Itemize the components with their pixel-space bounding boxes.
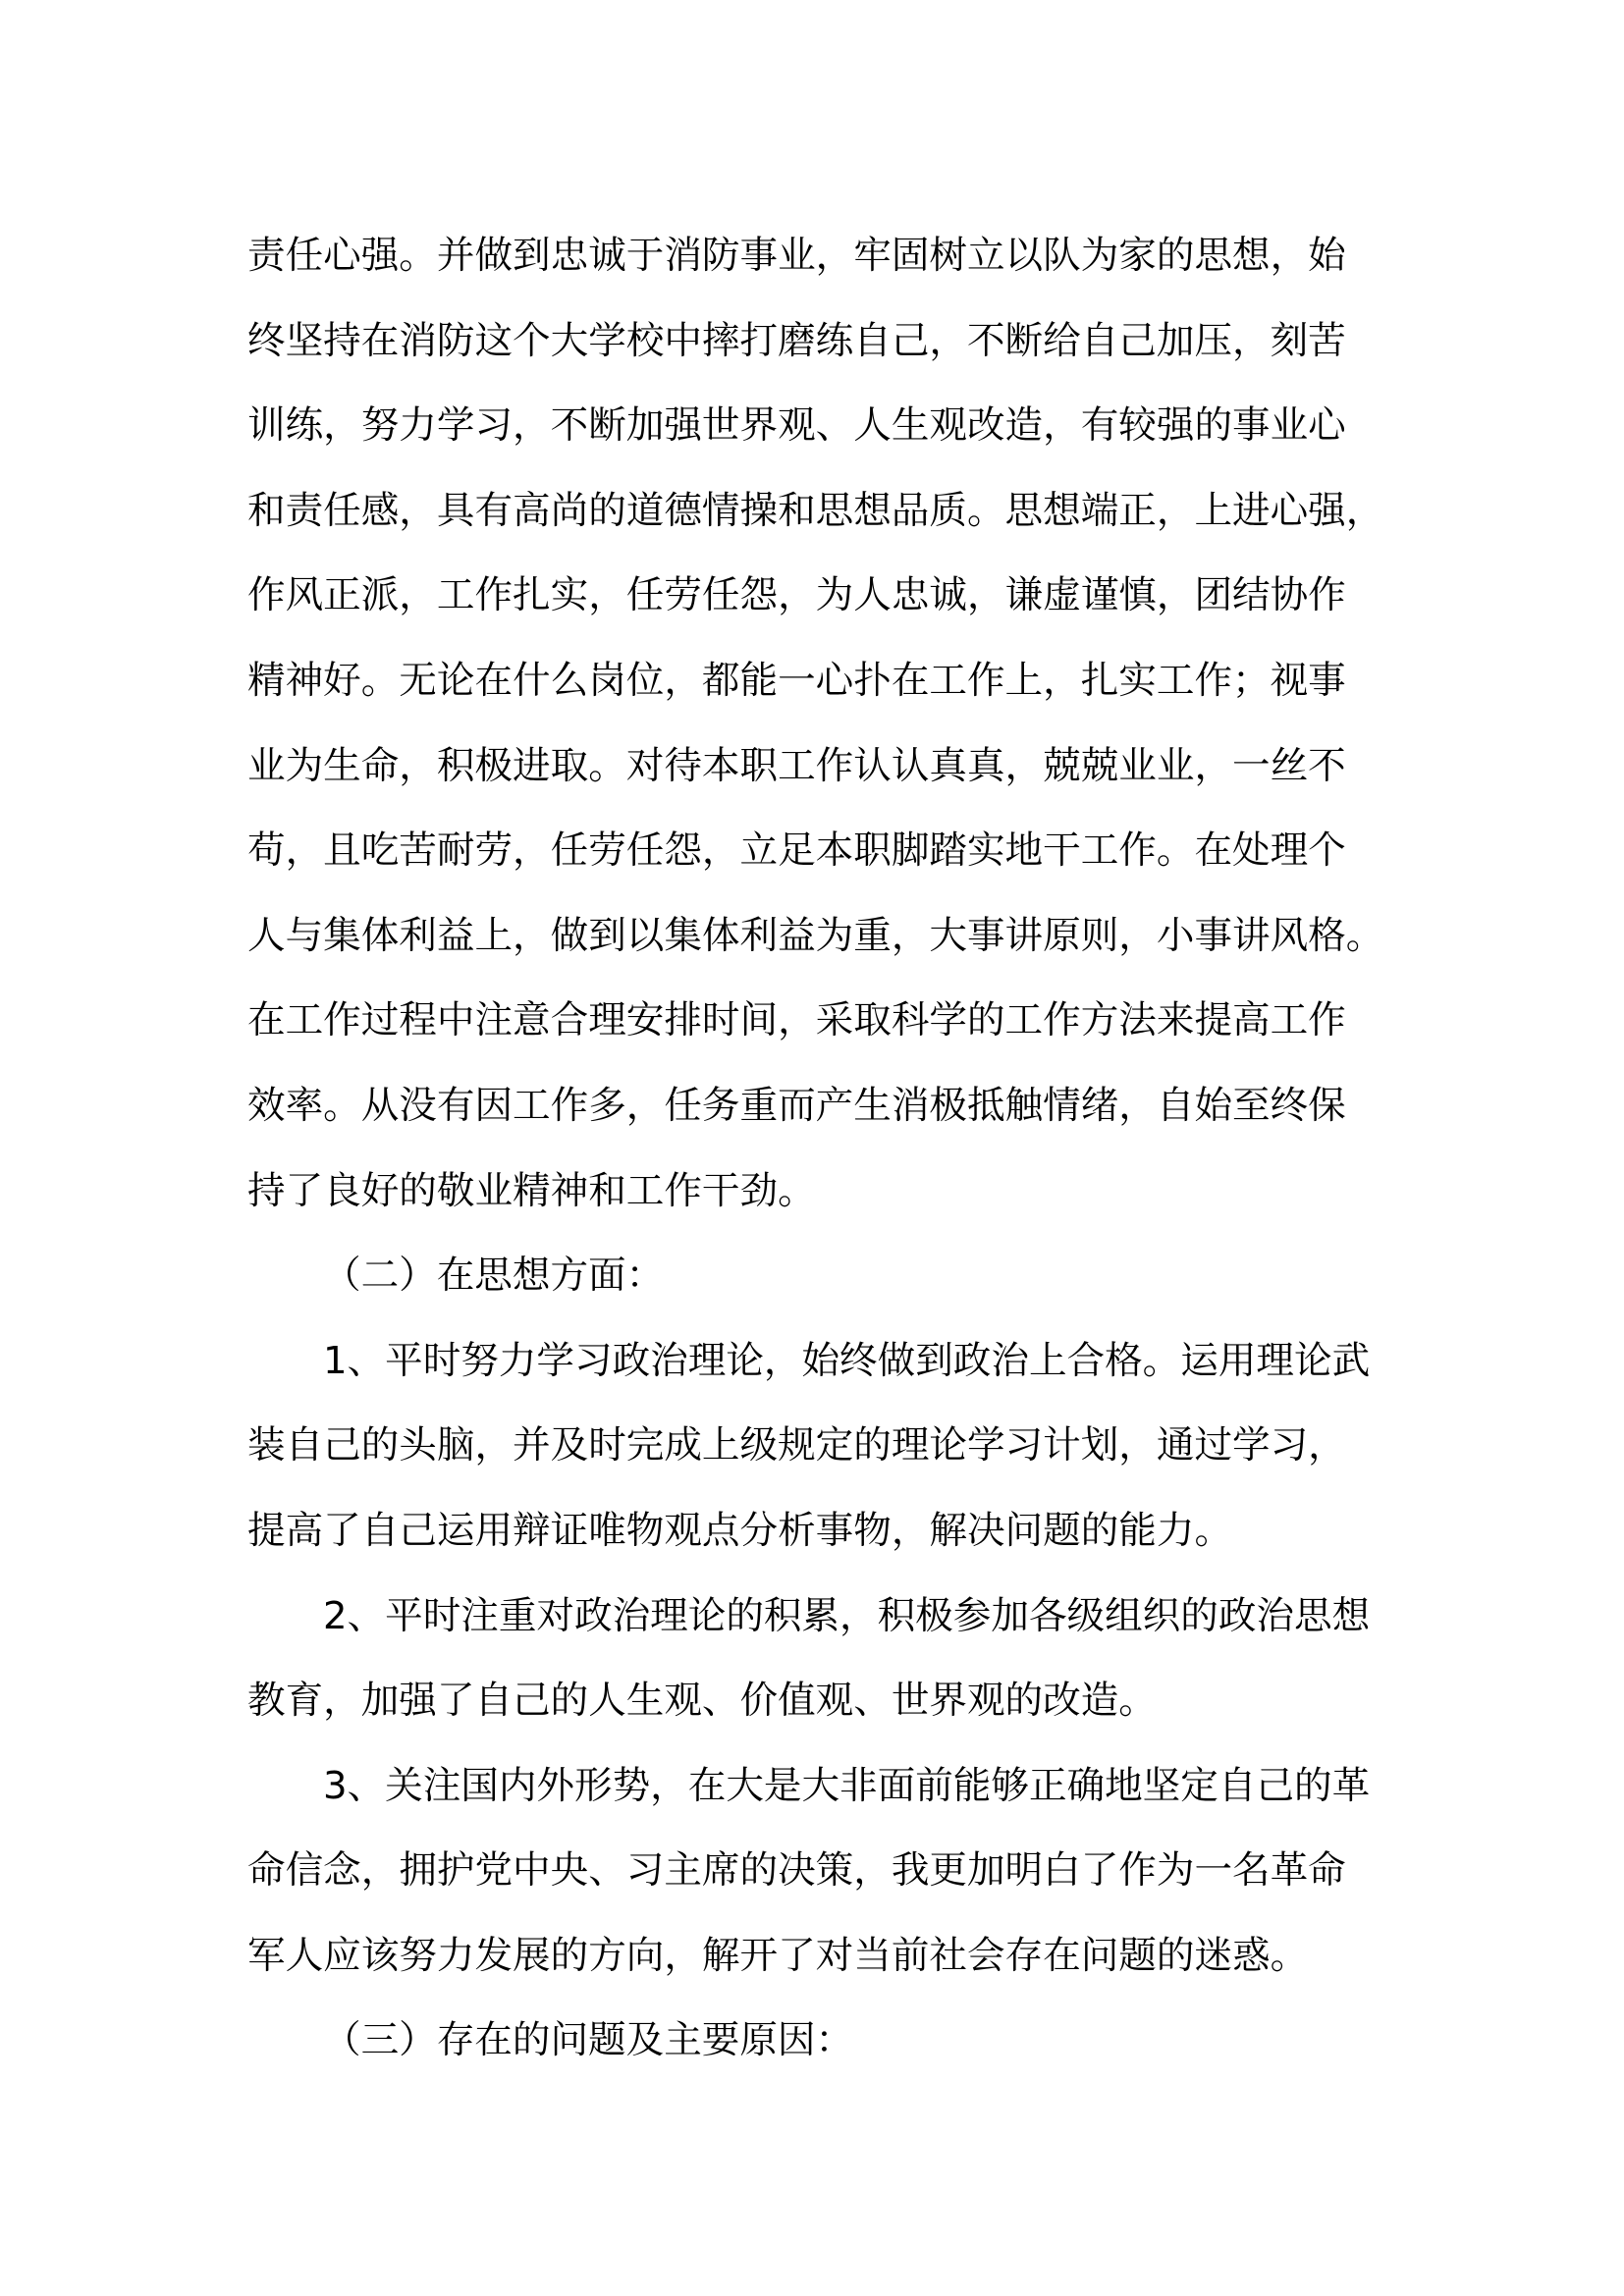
text-line: 军人应该努力发展的方向，解开了对当前社会存在问题的迷惑。 — [247, 1933, 1309, 1978]
text-line: 和责任感，具有高尚的道德情操和思想品质。思想端正，上进心强， — [247, 488, 1384, 533]
text-line: 训练，努力学习，不断加强世界观、人生观改造，有较强的事业心 — [247, 403, 1346, 449]
text-line: 命信念，拥护党中央、习主席的决策，我更加明白了作为一名革命 — [247, 1848, 1346, 1894]
paragraph-work-attitude — [247, 214, 1386, 1234]
text-line: 终坚持在消防这个大学校中摔打磨练自己，不断给自己加压，刻苦 — [247, 318, 1346, 363]
text-line: 3、关注国内外形势，在大是大非面前能够正确地坚定自己的革 — [323, 1763, 1371, 1808]
text-line: 业为生命，积极进取。对待本职工作认认真真，兢兢业业，一丝不 — [247, 743, 1346, 788]
text-line: 作风正派，工作扎实，任劳任怨，为人忠诚，谦虚谨慎，团结协作 — [247, 573, 1346, 618]
section-heading: （三）存在的问题及主要原因： — [323, 2018, 854, 2063]
section-heading-problems — [247, 1999, 1386, 2084]
text-line: 装自己的头脑，并及时完成上级规定的理论学习计划，通过学习， — [247, 1423, 1346, 1468]
list-item-2 — [247, 1575, 1386, 1744]
text-line: 2、平时注重对政治理论的积累，积极参加各级组织的政治思想 — [323, 1593, 1371, 1638]
list-item-3 — [247, 1744, 1386, 2000]
document-body — [247, 214, 1386, 2084]
text-line: 在工作过程中注意合理安排时间，采取科学的工作方法来提高工作 — [247, 998, 1346, 1043]
text-line: 效率。从没有因工作多，任务重而产生消极抵触情绪，自始至终保 — [247, 1083, 1346, 1128]
text-line: 责任心强。并做到忠诚于消防事业，牢固树立以队为家的思想，始 — [247, 234, 1346, 278]
text-line: 苟，且吃苦耐劳，任劳任怨，立足本职脚踏实地干工作。在处理个 — [247, 828, 1346, 874]
text-line: 教育，加强了自己的人生观、价值观、世界观的改造。 — [247, 1679, 1157, 1724]
text-line: 持了良好的敬业精神和工作干劲。 — [247, 1168, 816, 1213]
text-line: 1、平时努力学习政治理论，始终做到政治上合格。运用理论武 — [323, 1338, 1371, 1383]
text-line: 精神好。无论在什么岗位，都能一心扑在工作上，扎实工作；视事 — [247, 658, 1346, 703]
section-heading: （二）在思想方面： — [323, 1254, 665, 1299]
text-line: 人与集体利益上，做到以集体利益为重，大事讲原则，小事讲风格。 — [247, 913, 1384, 958]
list-item-1 — [247, 1319, 1386, 1575]
text-line: 提高了自己运用辩证唯物观点分析事物，解决问题的能力。 — [247, 1508, 1233, 1553]
section-heading-thought — [247, 1234, 1386, 1319]
